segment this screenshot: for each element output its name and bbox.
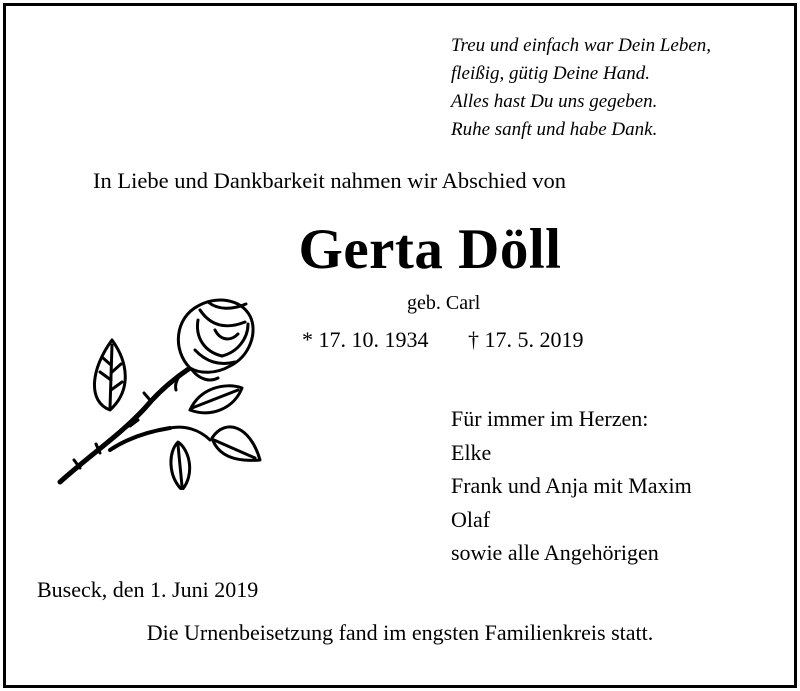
mourner-name: Elke [451,439,492,465]
life-dates [302,327,584,353]
birth-date: * 17. 10. 1934 [302,327,429,352]
poem-line: fleißig, gütig Deine Hand. [451,63,650,84]
mourner-name: sowie alle Angehörigen [451,540,659,565]
mourners-heading: Für immer im Herzen: [451,406,649,431]
poem-line: Ruhe sanft und habe Dank. [451,119,658,140]
mourner-name: Olaf [451,506,491,532]
death-date: † 17. 5. 2019 [468,327,584,352]
intro-text: In Liebe und Dankbarkeit nahmen wir Abschied von [93,168,566,193]
poem [451,32,781,144]
mourner-name: Frank und Anja mit Maxim [451,473,692,498]
poem-line: Treu und einfach war Dein Leben, [451,35,711,56]
place-and-date: Buseck, den 1. Juni 2019 [37,577,259,602]
poem-line: Alles hast Du uns gegeben. [451,91,658,112]
rose-icon [50,290,270,490]
birth-name: geb. Carl [407,292,481,314]
mourners [451,402,692,570]
burial-notice: Die Urnenbeisetzung fand im engsten Familienkreis statt. [146,620,654,645]
deceased-name: Gerta Döll [298,218,562,281]
